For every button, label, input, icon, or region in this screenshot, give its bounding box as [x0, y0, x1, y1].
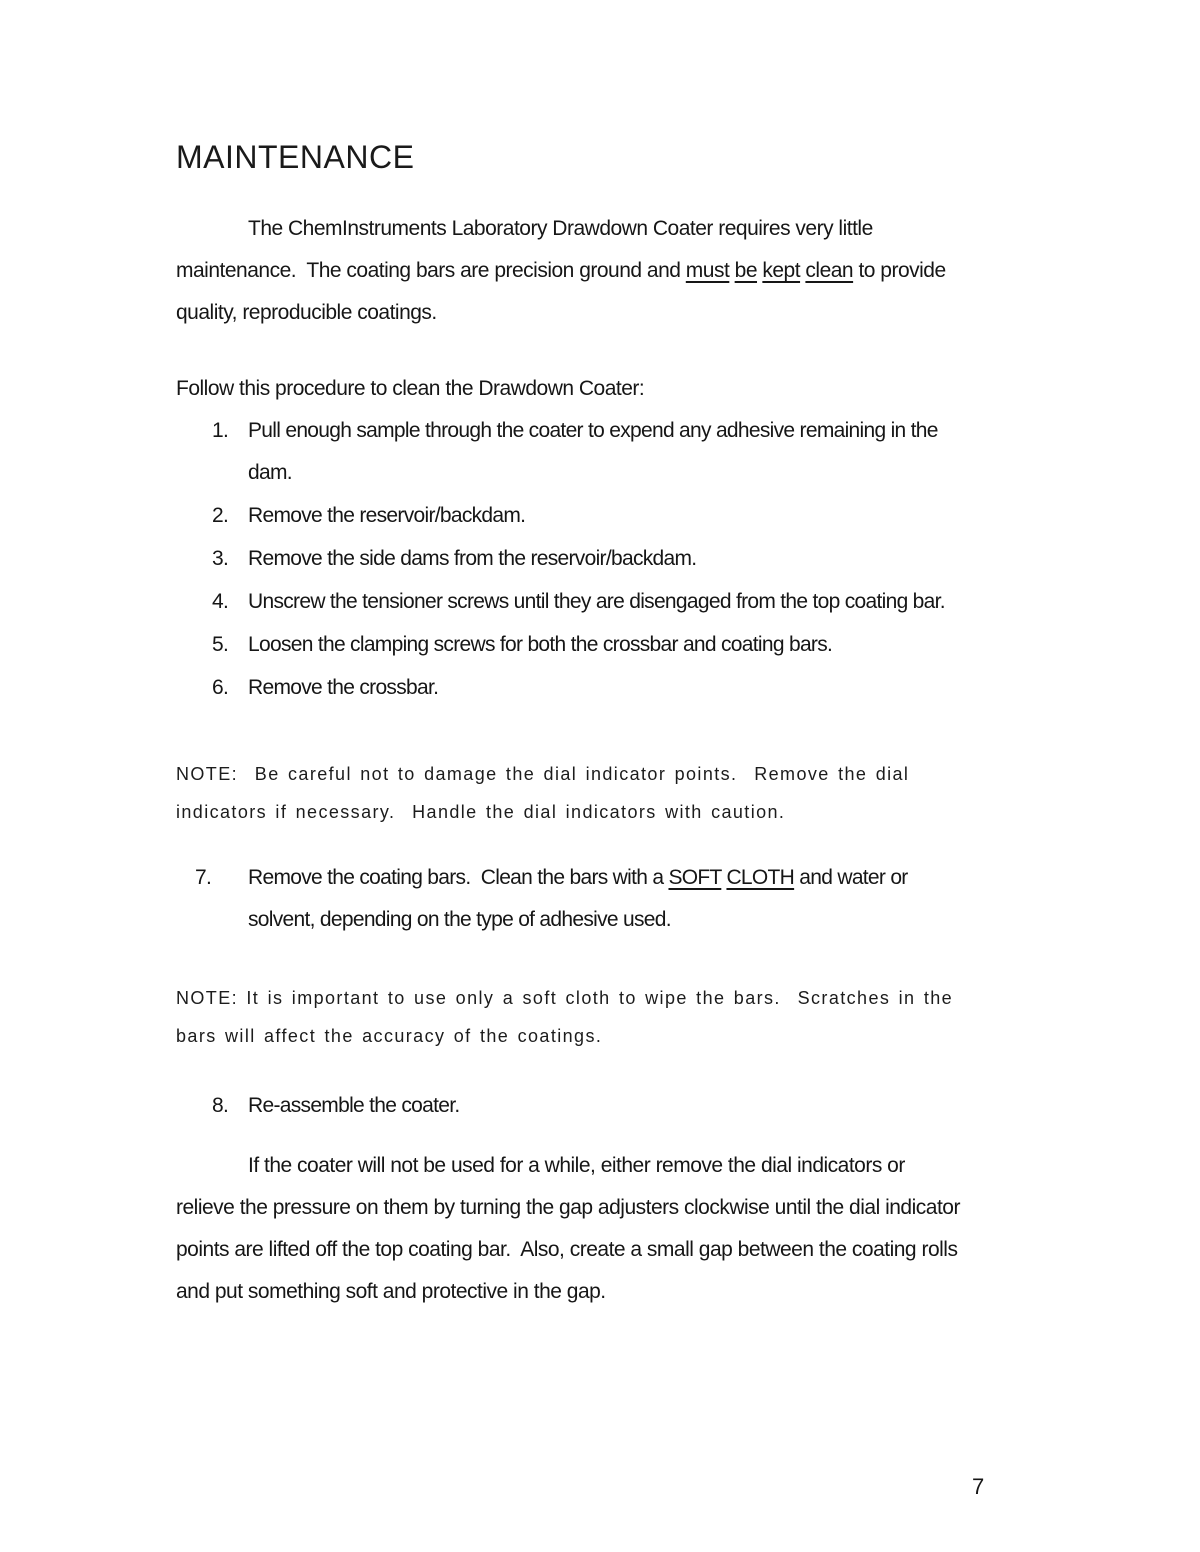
underline-kept: kept [762, 259, 801, 282]
list-item-number: 1. [212, 419, 229, 442]
list-item-number: 2. [212, 504, 229, 527]
procedure-list [176, 410, 966, 709]
list-item-number: 3. [212, 547, 229, 570]
procedure-heading: Follow this procedure to clean the Drawdown Coater: [176, 377, 645, 400]
list-item-2 [176, 495, 966, 537]
list-item-number: 4. [212, 590, 229, 613]
intro-text-1: The ChemInstruments Laboratory Drawdown Coater requires very little maintenance. The coating bars are precision ground and [176, 217, 879, 282]
underline-soft: SOFT [668, 866, 722, 889]
list-item-text [248, 857, 966, 941]
intro-paragraph [176, 208, 966, 334]
page-number: 7 [972, 1474, 985, 1499]
note-dial-indicators: NOTE: Be careful not to damage the dial indicator points. Remove the dial indicators if necessary. Handle the dial indicators with caution. [176, 764, 918, 822]
list-item-text: Remove the crossbar. [248, 676, 439, 699]
underline-cloth: CLOTH [726, 866, 795, 889]
intro-text-2: to provide quality, reproducible coatings. [176, 259, 952, 324]
underline-must: must [685, 259, 730, 282]
list-item-6 [176, 667, 966, 709]
list-item-8 [176, 1085, 966, 1127]
closing-paragraph: If the coater will not be used for a while, either remove the dial indicators or relieve the pressure on them by turning the gap adjusters clockwise until the dial indicator points are lifted off the top coating bar. Also, create a small gap between the coating rolls and put something soft and protective in the gap. [176, 1154, 966, 1303]
note-soft-cloth: NOTE: It is important to use only a soft cloth to wipe the bars. Scratches in the bars will affect the accuracy of the coatings. [176, 988, 962, 1046]
item7-text-2: and water or solvent, depending on the type of adhesive used. [248, 866, 913, 931]
list-item-text: Pull enough sample through the coater to expend any adhesive remaining in the dam. [248, 419, 943, 484]
page-content [176, 0, 966, 1313]
list-item-7 [176, 857, 966, 941]
underline-be: be [734, 259, 758, 282]
list-item-number: 7. [195, 866, 212, 889]
list-item-1 [176, 410, 966, 494]
item7-text-1: Remove the coating bars. Clean the bars with a [248, 866, 669, 889]
list-item-text: Loosen the clamping screws for both the crossbar and coating bars. [248, 633, 833, 656]
list-item-number: 5. [212, 633, 229, 656]
list-item-number: 8. [212, 1094, 229, 1117]
list-item-3 [176, 538, 966, 580]
list-item-text: Remove the side dams from the reservoir/backdam. [248, 547, 697, 570]
list-item-4 [176, 581, 966, 623]
page-title: MAINTENANCE [176, 139, 415, 175]
list-item-text: Re-assemble the coater. [248, 1094, 460, 1117]
underline-clean: clean [805, 259, 854, 282]
list-item-text: Unscrew the tensioner screws until they are disengaged from the top coating bar. [248, 590, 945, 613]
list-item-5 [176, 624, 966, 666]
list-item-text: Remove the reservoir/backdam. [248, 504, 526, 527]
list-item-number: 6. [212, 676, 229, 699]
